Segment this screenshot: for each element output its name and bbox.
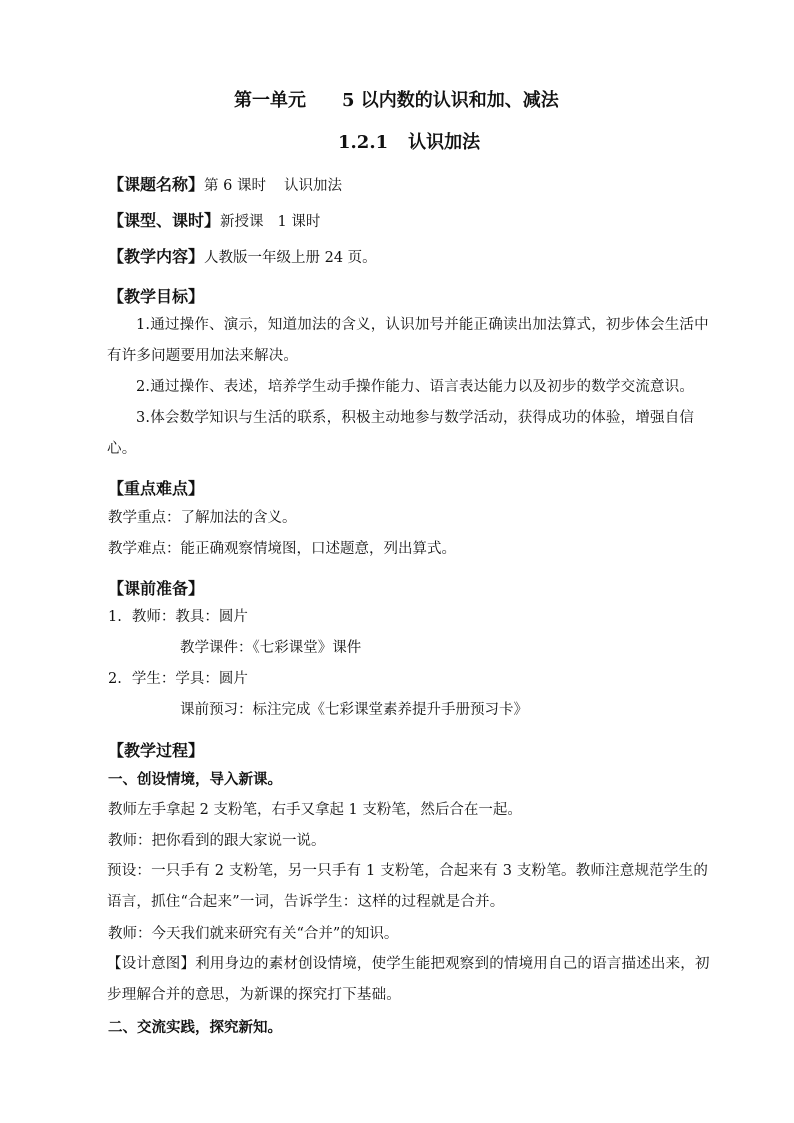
prep-student-number: 2.	[108, 671, 122, 687]
process-p5: 【设计意图】利用身边的素材创设情境，使学生能把观察到的情境用自己的语言描述出来，初步理解合并的意思，为新课的探究打下基础。	[107, 956, 710, 1003]
prep-student	[108, 669, 248, 689]
lesson-number: 1.2.1	[338, 132, 389, 153]
goal-3: 3.体会数学知识与生活的联系，积极主动地参与数学活动，获得成功的体验，增强自信心。	[107, 410, 695, 457]
process-p4: 教师：今天我们就来研究有关“合并”的知识。	[108, 926, 399, 942]
unit-title	[234, 86, 559, 112]
prep-teacher-text: 教师：教具：圆片	[131, 609, 248, 625]
course-type-row	[108, 208, 320, 231]
process-p3: 预设：一只手有 2 支粉笔，另一只手有 1 支粉笔，合起来有 3 支粉笔。教师注意规范学生的语言，抓住“合起来”一词，告诉学生：这样的过程就是合并。	[107, 863, 709, 910]
content-label: 【教学内容】	[108, 247, 205, 266]
course-hours: 1 课时	[277, 214, 321, 230]
focus-text: 教学重点：了解加法的含义。	[108, 510, 297, 526]
course-name-extra: 认识加法	[283, 178, 342, 194]
lesson-name: 认识加法	[408, 132, 481, 153]
process-p1: 教师左手拿起 2 支粉笔，右手又拿起 1 支粉笔，然后合在一起。	[108, 802, 522, 818]
prep-teacher-courseware: 教学课件：《七彩课堂》课件	[180, 640, 362, 656]
key-points-heading: 【重点难点】	[108, 479, 205, 498]
process-p2: 教师：把你看到的跟大家说一说。	[108, 833, 326, 849]
goal-1: 1.通过操作、演示，知道加法的含义，认识加号并能正确读出加法算式，初步体会生活中有许多问题要用加法来解决。	[107, 317, 709, 364]
course-name-label: 【课题名称】	[108, 175, 205, 194]
step2-title: 二、交流实践，探究新知。	[108, 1019, 282, 1036]
course-name-value: 第 6 课时	[204, 178, 266, 194]
prep-teacher	[108, 607, 248, 627]
goals-heading: 【教学目标】	[108, 287, 205, 306]
unit-topic: 5 以内数的认识和加、减法	[342, 90, 559, 111]
prep-student-text: 学生：学具：圆片	[131, 671, 248, 687]
prep-student-preview: 课前预习：标注完成《七彩课堂素养提升手册预习卡》	[180, 702, 528, 718]
content-row	[108, 244, 377, 267]
process-heading: 【教学过程】	[108, 741, 205, 760]
content-value: 人教版一年级上册 24 页。	[204, 250, 377, 266]
lesson-title	[338, 128, 480, 154]
prep-heading: 【课前准备】	[108, 579, 205, 598]
step1-title: 一、创设情境，导入新课。	[108, 771, 282, 788]
course-type-label: 【课型、课时】	[108, 211, 221, 230]
goal-2: 2.通过操作、表述，培养学生动手操作能力、语言表达能力以及初步的数学交流意识。	[136, 379, 695, 395]
unit-label: 第一单元	[234, 90, 306, 111]
difficulty-text: 教学难点：能正确观察情境图，口述题意，列出算式。	[108, 541, 456, 557]
course-name-row	[108, 172, 342, 195]
prep-teacher-number: 1.	[108, 609, 122, 625]
course-type-value: 新授课	[220, 214, 264, 230]
